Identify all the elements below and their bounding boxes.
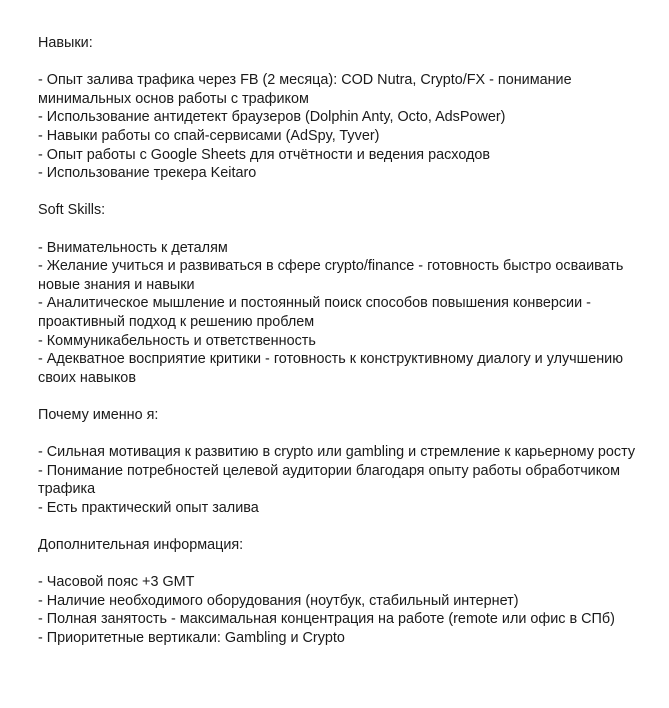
section-heading: Soft Skills: — [38, 202, 106, 219]
list-item: - Навыки работы со спай-сервисами (AdSpy, Tyver) — [38, 127, 380, 144]
list-item: - Аналитическое мышление и постоянный поиск способов повышения конверсии - проактивный подход к решению проблем — [38, 295, 591, 330]
list-item: - Использование антидетект браузеров (Dolphin Anty, Octo, AdsPower) — [38, 109, 506, 126]
list-item: - Внимательность к деталям — [38, 239, 228, 256]
section-soft-skills — [38, 201, 638, 387]
section-heading: Почему именно я: — [38, 406, 159, 423]
list-item: - Адекватное восприятие критики - готовность к конструктивному диалогу и улучшению своих навыков — [38, 351, 623, 386]
document-body — [38, 34, 638, 648]
list-item: - Коммуникабельность и ответственность — [38, 332, 316, 349]
blank-line — [38, 53, 638, 72]
list-item: - Понимание потребностей целевой аудитории благодаря опыту работы обработчиком трафика — [38, 462, 621, 498]
list-item: - Использование трекера Keitaro — [38, 165, 257, 182]
section-why-me — [38, 406, 638, 518]
section-additional-info — [38, 536, 638, 648]
section-heading: Навыки: — [38, 35, 93, 51]
list-item: - Наличие необходимого оборудования (ноутбук, стабильный интернет) — [38, 592, 519, 609]
list-item: - Есть практический опыт залива — [38, 499, 259, 516]
blank-line — [38, 555, 638, 574]
list-item: - Полная занятость - максимальная концентрация на работе (remote или офис в СПб) — [38, 611, 615, 628]
list-item: - Сильная мотивация к развитию в crypto или gambling и стремление к карьерному росту — [38, 444, 636, 461]
list-item: - Желание учиться и развиваться в сфере crypto/finance - готовность быстро осваивать новые знания и навыки — [38, 258, 624, 293]
section-skills — [38, 34, 638, 183]
list-item: - Опыт залива трафика через FB (2 месяца): COD Nutra, Crypto/FX - понимание минимальных основ работы с трафиком — [38, 72, 572, 107]
list-item: - Часовой пояс +3 GMT — [38, 574, 195, 591]
blank-line — [38, 424, 638, 443]
list-item: - Опыт работы с Google Sheets для отчётности и ведения расходов — [38, 146, 491, 163]
section-heading: Дополнительная информация: — [38, 537, 244, 554]
blank-line — [38, 220, 638, 239]
list-item: - Приоритетные вертикали: Gambling и Crypto — [38, 630, 345, 646]
